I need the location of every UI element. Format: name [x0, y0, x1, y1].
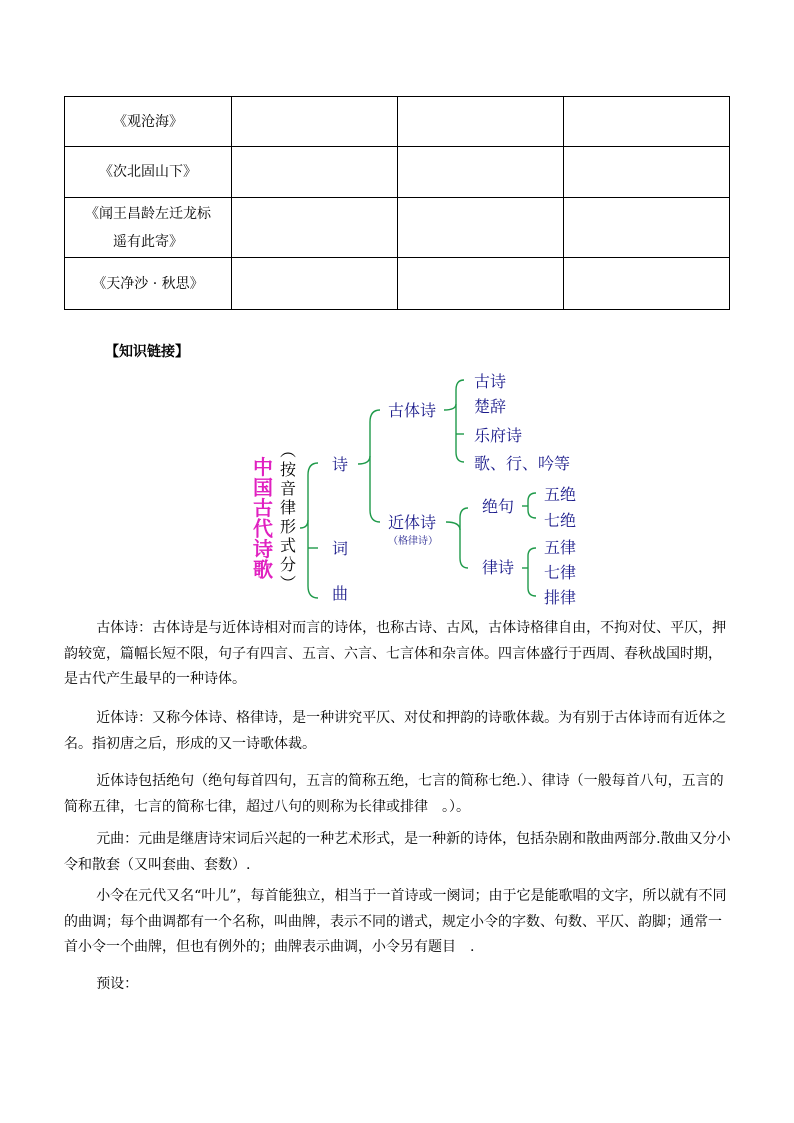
ancient-child: 楚辞: [474, 397, 507, 416]
table-cell-title: [65, 198, 232, 258]
poetry-classification-diagram: [0, 360, 794, 610]
table-cell-empty: [564, 97, 730, 147]
body-text: [64, 972, 734, 998]
table-cell-empty: [232, 147, 398, 198]
level1-ci: 词: [332, 539, 349, 558]
table-cell-empty: [232, 198, 398, 258]
table-cell-empty: [232, 258, 398, 310]
body-text: [64, 884, 734, 961]
diagram-title-text: 中国古代诗歌: [253, 455, 273, 582]
jueju-child: 五绝: [544, 485, 577, 504]
paragraph: 近体诗：又称今体诗、格律诗，是一种讲究平仄、对仗和押韵的诗歌体裁。为有别于古体诗而有近体之名。指初唐之后，形成的又一诗歌体裁。: [64, 710, 727, 752]
paragraph: 元曲：元曲是继唐诗宋词后兴起的一种艺术形式，是一种新的诗体，包括杂剧和散曲两部分.散曲又分小令和散套（又叫套曲、套数）.: [64, 831, 731, 873]
diagram-title: [253, 455, 273, 582]
table-cell-empty: [398, 147, 564, 198]
table-cell-title: 《观沧海》: [65, 97, 232, 147]
table-cell-empty: [564, 198, 730, 258]
table-row: [65, 198, 730, 258]
modern-poetry-sublabel: （格律诗）: [388, 536, 438, 547]
table-cell-title: 《天净沙 · 秋思》: [65, 258, 232, 310]
table-cell-empty: [232, 97, 398, 147]
ancient-child: 古诗: [474, 372, 507, 391]
ancient-child: 乐府诗: [474, 426, 523, 445]
table-cell-empty: [398, 198, 564, 258]
level1-qu: 曲: [332, 584, 349, 603]
ancient-poetry-label: 古体诗: [388, 401, 437, 420]
table-cell-empty: [398, 258, 564, 310]
level1-shi: 诗: [332, 455, 349, 474]
lvshi-label: 律诗: [482, 558, 515, 577]
body-text: [64, 706, 734, 757]
paragraph: 小令在元代又名“叶儿”，每首能独立，相当于一首诗或一阕词；由于它是能歌唱的文字，所以就有不同的曲调；每个曲调都有一个名称，叫曲牌，表示不同的谱式，规定小令的字数、句数、平仄、韵脚；通常一首小令一个曲牌，但也有例外的；曲牌表示曲调，小令另有题目 .: [64, 888, 727, 955]
jueju-child: 七绝: [544, 511, 577, 530]
table-cell-empty: [564, 258, 730, 310]
paragraph: 预设：: [96, 976, 139, 992]
body-text: [64, 827, 734, 878]
title-line: 遥有此寄》: [113, 233, 183, 250]
jueju-label: 绝句: [482, 497, 515, 516]
table-row: [65, 97, 730, 147]
diagram-subtitle: [280, 441, 297, 593]
section-heading: 【知识链接】: [105, 344, 189, 360]
title-line: 《闻王昌龄左迁龙标: [85, 205, 211, 222]
lvshi-child: 排律: [544, 588, 577, 607]
lvshi-child: 五律: [544, 538, 577, 557]
ancient-child: 歌、行、吟等: [474, 454, 571, 473]
paragraph: 近体诗包括绝句（绝句每首四句，五言的简称五绝，七言的简称七绝.）、律诗（一般每首八句，五言的简称五律，七言的简称七律，超过八句的则称为长律或排律 。）。: [64, 773, 724, 815]
lvshi-child: 七律: [544, 563, 577, 582]
body-text: [64, 769, 734, 820]
body-text: [64, 616, 734, 693]
table-cell-empty: [564, 147, 730, 198]
paragraph: 古体诗：古体诗是与近体诗相对而言的诗体，也称古诗、古风，古体诗格律自由，不拘对仗、平仄，押韵较宽，篇幅长短不限，句子有四言、五言、六言、七言体和杂言体。四言体盛行于西周、春秋战国时期，是古代产生最早的一种诗体。: [64, 620, 727, 687]
table-row: [65, 258, 730, 310]
table-row: [65, 147, 730, 198]
table-cell-empty: [398, 97, 564, 147]
diagram-subtitle-text: ︵按音律形式分︶: [279, 441, 297, 593]
table-cell-title: 《次北固山下》: [65, 147, 232, 198]
modern-poetry-label: 近体诗: [388, 513, 437, 532]
comparison-table: [64, 96, 730, 310]
